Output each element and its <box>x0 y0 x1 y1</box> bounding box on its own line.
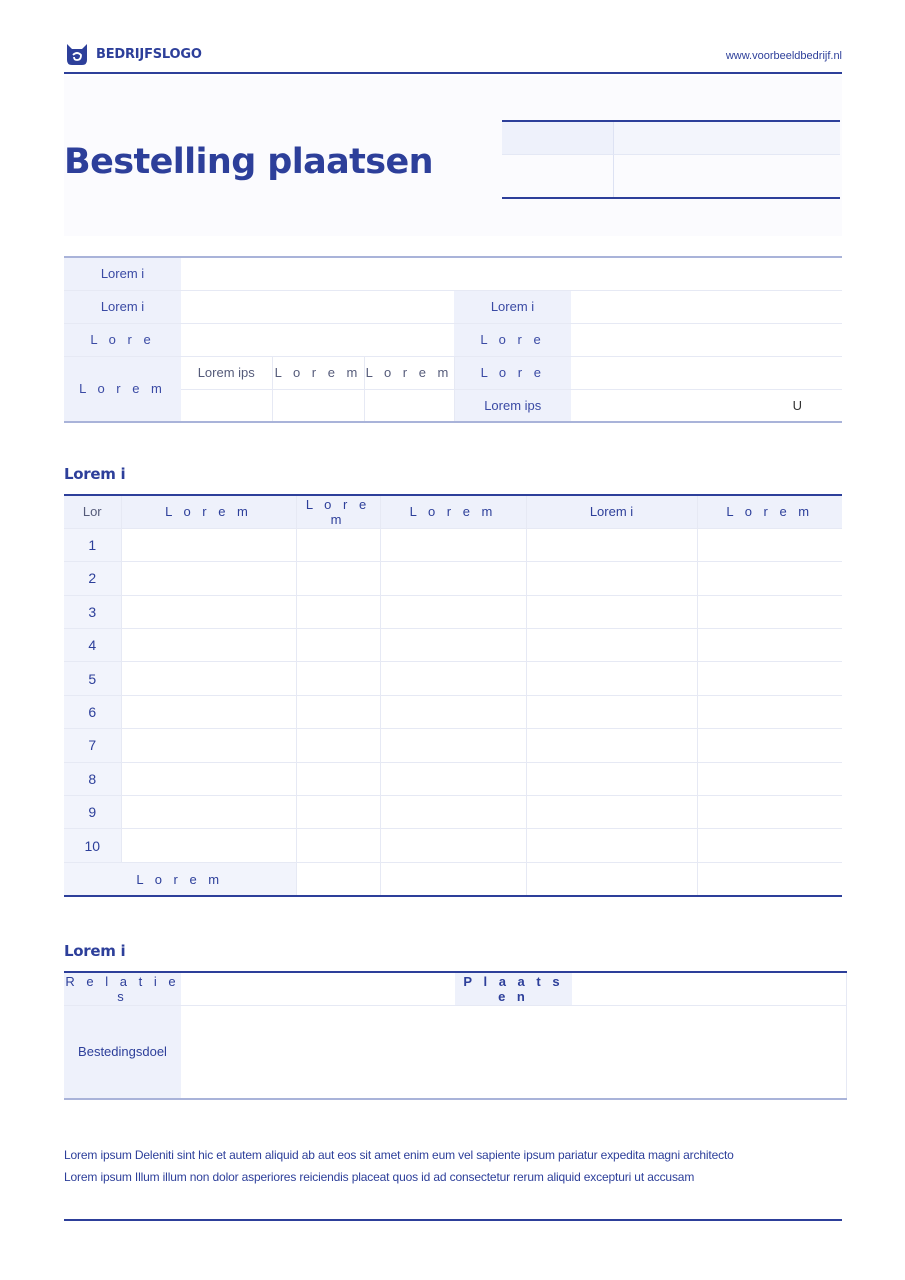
plaatsen-label: P l a a t s e n <box>455 972 572 1005</box>
info-header-left <box>502 122 614 154</box>
row-number: 10 <box>64 829 121 862</box>
table-cell[interactable] <box>296 829 380 862</box>
table-cell[interactable] <box>697 796 842 829</box>
page-header <box>64 42 842 74</box>
row-number: 3 <box>64 595 121 628</box>
total-cell[interactable] <box>526 862 697 896</box>
table-cell[interactable] <box>296 796 380 829</box>
table-cell[interactable] <box>380 662 526 695</box>
total-label: L o r e m <box>64 862 296 896</box>
info-field-left[interactable] <box>502 154 614 197</box>
table-row <box>64 695 842 728</box>
form-sublabel: L o r e m <box>364 356 454 389</box>
table-cell[interactable] <box>121 762 296 795</box>
table-cell[interactable] <box>296 595 380 628</box>
bestedingsdoel-field[interactable] <box>181 1005 846 1099</box>
row-number: 6 <box>64 695 121 728</box>
table-cell[interactable] <box>296 695 380 728</box>
table-header-row <box>64 495 842 528</box>
form-field-value[interactable]: U <box>792 397 802 413</box>
table-cell[interactable] <box>697 595 842 628</box>
table-cell[interactable] <box>697 528 842 561</box>
table-cell[interactable] <box>121 695 296 728</box>
form-field[interactable] <box>571 356 842 389</box>
table-cell[interactable] <box>296 762 380 795</box>
table-row <box>64 796 842 829</box>
column-header: L o r e m <box>697 495 842 528</box>
table-row <box>64 629 842 662</box>
table-cell[interactable] <box>526 762 697 795</box>
table-row <box>64 829 842 862</box>
form-sublabel: Lorem ips <box>181 356 272 389</box>
table-cell[interactable] <box>380 729 526 762</box>
row-number: 5 <box>64 662 121 695</box>
form-label: Lorem i <box>64 290 181 323</box>
table-cell[interactable] <box>380 829 526 862</box>
form-field[interactable] <box>181 257 842 290</box>
table-cell[interactable] <box>380 629 526 662</box>
form-field[interactable] <box>181 389 272 422</box>
table-cell[interactable] <box>526 562 697 595</box>
company-url[interactable]: www.voorbeeldbedrijf.nl <box>725 50 842 62</box>
table-cell[interactable] <box>697 729 842 762</box>
table-cell[interactable] <box>121 729 296 762</box>
column-header: Lorem i <box>526 495 697 528</box>
table-cell[interactable] <box>121 562 296 595</box>
form-label: L o r e <box>454 356 571 389</box>
table-cell[interactable] <box>380 695 526 728</box>
order-rows <box>64 528 842 896</box>
form-sublabel: L o r e m <box>272 356 364 389</box>
table-cell[interactable] <box>296 528 380 561</box>
table-cell[interactable] <box>121 662 296 695</box>
company-logo <box>64 42 202 66</box>
form-label: L o r e m <box>64 356 181 422</box>
table-row <box>64 528 842 561</box>
table-cell[interactable] <box>380 595 526 628</box>
table-cell[interactable] <box>296 729 380 762</box>
order-section-title: Lorem i <box>64 465 126 483</box>
table-cell[interactable] <box>296 662 380 695</box>
table-cell[interactable] <box>697 562 842 595</box>
order-table <box>64 494 842 897</box>
row-number: 1 <box>64 528 121 561</box>
form-label: Lorem i <box>454 290 571 323</box>
relaties-label: R e l a t i e s <box>65 973 180 1004</box>
relation-section-title: Lorem i <box>64 942 126 960</box>
customer-form <box>64 256 842 423</box>
column-header: L o r e m <box>380 495 526 528</box>
table-cell[interactable] <box>121 528 296 561</box>
total-cell[interactable] <box>697 862 842 896</box>
form-field[interactable] <box>272 389 364 422</box>
footnote-line: Lorem ipsum Illum illum non dolor asperiores reiciendis placeat quos id ad consectetur rerum aliquid excepturi ut accusam <box>64 1170 695 1184</box>
table-row <box>64 662 842 695</box>
footnote-line: Lorem ipsum Deleniti sint hic et autem aliquid ab aut eos sit amet enim eum vel sapiente ipsum pariatur expedita magni architecto <box>64 1148 734 1162</box>
form-field[interactable] <box>181 323 454 356</box>
table-cell[interactable] <box>697 829 842 862</box>
info-header-right <box>614 122 840 154</box>
form-label: L o r e <box>454 323 571 356</box>
column-header: L o r e m <box>121 495 296 528</box>
form-field[interactable] <box>571 290 842 323</box>
table-cell[interactable] <box>526 662 697 695</box>
table-cell[interactable] <box>526 528 697 561</box>
table-cell[interactable] <box>380 796 526 829</box>
form-field[interactable] <box>364 389 454 422</box>
column-header: Lor <box>64 495 121 528</box>
info-field-right[interactable] <box>614 154 840 197</box>
table-row <box>64 595 842 628</box>
table-cell[interactable] <box>697 662 842 695</box>
table-cell[interactable] <box>697 695 842 728</box>
table-cell[interactable] <box>380 528 526 561</box>
table-cell[interactable] <box>121 829 296 862</box>
total-cell[interactable] <box>296 862 380 896</box>
footnote <box>64 1144 844 1188</box>
table-cell[interactable] <box>526 595 697 628</box>
relaties-field[interactable] <box>181 972 455 1005</box>
table-cell[interactable] <box>526 729 697 762</box>
table-cell[interactable] <box>526 629 697 662</box>
form-label: Lorem ips <box>454 389 571 422</box>
table-cell[interactable] <box>296 562 380 595</box>
table-cell[interactable] <box>697 629 842 662</box>
table-cell[interactable] <box>526 829 697 862</box>
row-number: 8 <box>64 762 121 795</box>
bestedingsdoel-label: Bestedingsdoel <box>64 1005 181 1099</box>
column-header: L o r e m <box>296 495 380 528</box>
logo-icon <box>64 42 90 66</box>
table-cell[interactable] <box>121 595 296 628</box>
table-row <box>64 562 842 595</box>
table-cell[interactable] <box>697 762 842 795</box>
row-number: 7 <box>64 729 121 762</box>
total-cell[interactable] <box>380 862 526 896</box>
table-cell[interactable] <box>526 796 697 829</box>
logo-text: BEDRIJFSLOGO <box>96 46 202 62</box>
form-field[interactable] <box>181 290 454 323</box>
row-number: 9 <box>64 796 121 829</box>
form-label: L o r e <box>64 323 181 356</box>
table-cell[interactable] <box>380 562 526 595</box>
plaatsen-field[interactable] <box>572 972 846 1005</box>
form-field[interactable] <box>571 323 842 356</box>
table-cell[interactable] <box>380 762 526 795</box>
row-number: 4 <box>64 629 121 662</box>
total-row <box>64 862 842 896</box>
table-cell[interactable] <box>121 629 296 662</box>
table-row <box>64 729 842 762</box>
form-label: Lorem i <box>64 257 181 290</box>
table-row <box>64 762 842 795</box>
relation-table <box>64 971 847 1100</box>
info-box <box>502 120 840 199</box>
row-number: 2 <box>64 562 121 595</box>
footer-divider <box>64 1219 842 1221</box>
table-cell[interactable] <box>121 796 296 829</box>
table-cell[interactable] <box>526 695 697 728</box>
page-title: Bestelling plaatsen <box>64 142 433 182</box>
table-cell[interactable] <box>296 629 380 662</box>
